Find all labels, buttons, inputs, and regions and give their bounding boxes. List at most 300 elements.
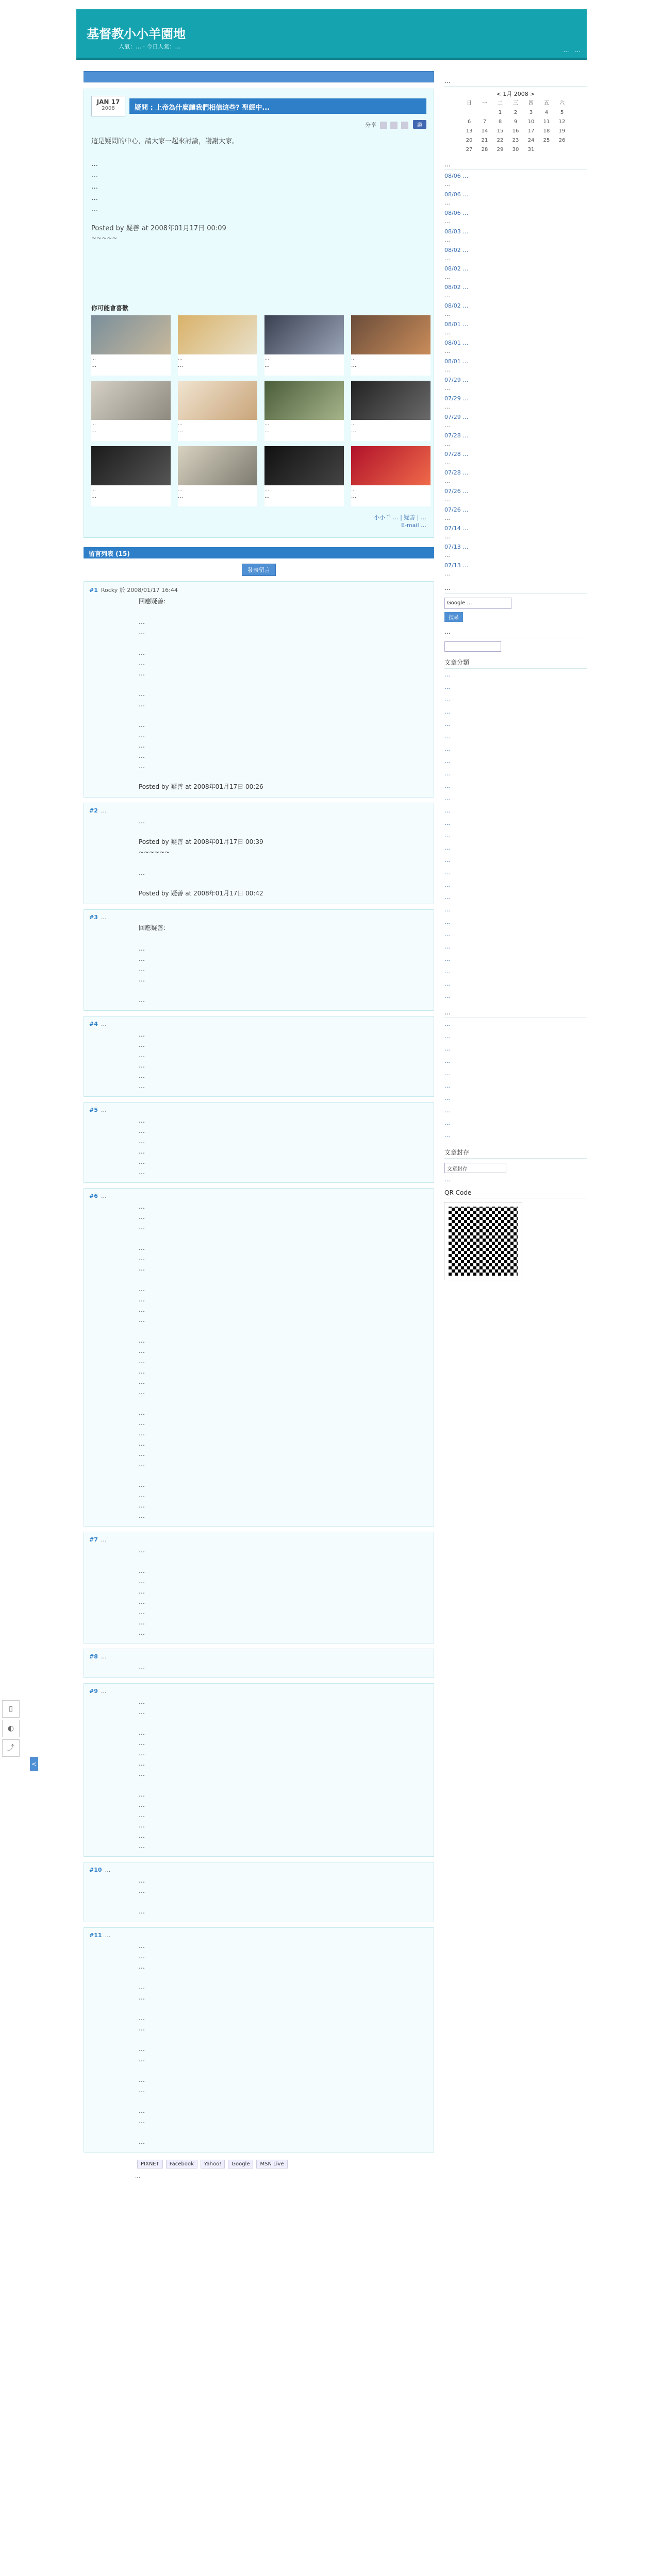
related-thumbnail[interactable] bbox=[264, 315, 344, 354]
related-caption[interactable]: … bbox=[264, 363, 270, 368]
recent-sub[interactable]: … bbox=[444, 218, 450, 225]
category-item[interactable]: … bbox=[444, 968, 450, 975]
related-thumbnail[interactable] bbox=[351, 315, 431, 354]
recent-item[interactable] bbox=[444, 506, 587, 522]
calendar-weekday: 一 bbox=[482, 100, 487, 106]
recent-sub[interactable]: … bbox=[444, 570, 450, 577]
site-description: 人氣：… · 今日人氣：… bbox=[119, 43, 181, 50]
calendar-day[interactable]: 10 bbox=[527, 119, 535, 125]
category-item[interactable]: … bbox=[444, 708, 450, 715]
comment-number: #1 bbox=[89, 587, 98, 594]
comment-line: … bbox=[139, 1750, 145, 1757]
recent-sub[interactable]: … bbox=[444, 329, 450, 336]
calendar-day[interactable]: 30 bbox=[512, 147, 519, 152]
calendar-day[interactable] bbox=[539, 145, 554, 155]
recent-sub[interactable]: … bbox=[444, 236, 450, 243]
calendar-day[interactable]: 13 bbox=[466, 128, 473, 134]
calendar-day[interactable]: 8 bbox=[498, 119, 502, 125]
recent-item[interactable] bbox=[444, 283, 587, 300]
category-item[interactable]: … bbox=[444, 795, 450, 802]
comment-line: … bbox=[139, 1244, 145, 1251]
comment-line: … bbox=[139, 1994, 145, 2001]
date-badge bbox=[91, 96, 125, 116]
recent-sub[interactable]: … bbox=[444, 181, 450, 188]
category-item[interactable]: … bbox=[444, 684, 450, 690]
site-header bbox=[76, 9, 587, 60]
comment-line: … bbox=[139, 1041, 145, 1048]
category-item[interactable]: … bbox=[444, 919, 450, 925]
comment-line: Posted by 疑善 at 2008年01月17日 00:26 bbox=[139, 783, 263, 790]
calendar-day[interactable]: 24 bbox=[527, 138, 535, 143]
recent-sub[interactable]: … bbox=[444, 311, 450, 317]
calendar-day[interactable]: 31 bbox=[527, 147, 535, 152]
link-item[interactable]: … bbox=[444, 1132, 450, 1139]
link-item[interactable]: … bbox=[444, 1058, 450, 1064]
comment-line: … bbox=[139, 721, 145, 728]
archive-select[interactable]: 文章封存 bbox=[444, 1163, 506, 1173]
calendar-day[interactable]: 17 bbox=[527, 128, 535, 134]
recent-sub[interactable]: … bbox=[444, 274, 450, 280]
comment-line bbox=[139, 2003, 428, 2013]
related-card[interactable] bbox=[91, 381, 171, 441]
related-card[interactable] bbox=[264, 381, 344, 441]
comment-line: … bbox=[139, 869, 145, 876]
calendar-day[interactable]: 21 bbox=[481, 138, 488, 143]
related-caption[interactable]: … bbox=[351, 428, 356, 434]
comment-line bbox=[139, 1717, 428, 1727]
comment-header bbox=[89, 914, 428, 921]
share-bar bbox=[137, 2160, 434, 2168]
recent-item[interactable] bbox=[444, 469, 587, 485]
like-button[interactable]: 讚 bbox=[413, 120, 426, 129]
share-icon[interactable]: ⤴ bbox=[2, 1739, 20, 1757]
share-facebook-icon[interactable] bbox=[401, 122, 408, 129]
search-input[interactable]: Google … bbox=[444, 598, 511, 609]
recent-item[interactable] bbox=[444, 191, 587, 207]
recent-sub[interactable]: … bbox=[444, 533, 450, 540]
related-caption[interactable]: … bbox=[264, 494, 270, 499]
calendar-day[interactable]: 15 bbox=[496, 128, 504, 134]
recent-item[interactable] bbox=[444, 358, 587, 374]
share-label: 分享 bbox=[365, 122, 376, 128]
calendar-day[interactable]: 29 bbox=[496, 147, 504, 152]
recent-sub[interactable]: … bbox=[444, 459, 450, 466]
comment-line: 回應疑善: bbox=[139, 598, 166, 605]
search-button[interactable]: 搜尋 bbox=[444, 612, 463, 622]
recent-item[interactable] bbox=[444, 320, 587, 337]
top-bar bbox=[84, 71, 434, 82]
calendar-day[interactable]: 16 bbox=[512, 128, 519, 134]
share-service-button[interactable]: Yahoo! bbox=[201, 2160, 225, 2168]
comment-line bbox=[139, 1469, 428, 1480]
comment-line: … bbox=[139, 1306, 145, 1313]
related-card[interactable] bbox=[178, 381, 257, 441]
calendar-weekday: 日 bbox=[467, 100, 472, 106]
calendar-day[interactable]: 9 bbox=[514, 119, 518, 125]
link-item[interactable]: … bbox=[444, 1120, 450, 1126]
comment-line: … bbox=[139, 1052, 145, 1059]
comment-item bbox=[84, 1532, 434, 1643]
recent-item[interactable] bbox=[444, 562, 587, 578]
recent-sub[interactable]: … bbox=[444, 255, 450, 262]
post-title[interactable]: 疑問 : 上帝為什麼讓我們相信這些? 聖經中... bbox=[129, 98, 426, 114]
calendar-weekday: 二 bbox=[498, 100, 503, 106]
comment-author: Rocky 於 2008/01/17 16:44 bbox=[101, 587, 178, 594]
comment-line: … bbox=[139, 1887, 145, 1894]
comment-line: … bbox=[139, 1158, 145, 1165]
related-thumbnail[interactable] bbox=[178, 315, 257, 354]
calendar-day[interactable]: 2 bbox=[514, 110, 518, 115]
category-item[interactable]: … bbox=[444, 770, 450, 777]
related-thumbnail[interactable] bbox=[351, 381, 431, 420]
recent-date: 07/29 … bbox=[444, 377, 469, 383]
related-card[interactable] bbox=[351, 315, 431, 376]
post-divider: ~~~~~ bbox=[91, 234, 118, 242]
related-thumbnail[interactable] bbox=[91, 446, 171, 485]
related-caption[interactable]: … bbox=[178, 428, 183, 434]
category-item[interactable]: … bbox=[444, 832, 450, 839]
comment-line: … bbox=[139, 1963, 145, 1970]
comment-line: … bbox=[139, 1388, 145, 1396]
related-card[interactable] bbox=[351, 381, 431, 441]
comment-line: … bbox=[139, 1419, 145, 1427]
comment-line: … bbox=[139, 1358, 145, 1365]
post-footer-email[interactable]: E-mail … bbox=[401, 522, 426, 529]
category-item[interactable]: … bbox=[444, 869, 450, 876]
recent-item[interactable] bbox=[444, 265, 587, 281]
recent-item[interactable] bbox=[444, 395, 587, 411]
calendar-day[interactable]: 22 bbox=[496, 138, 504, 143]
header-link[interactable]: … bbox=[575, 47, 581, 54]
header-link[interactable]: … bbox=[563, 47, 569, 54]
link-item[interactable]: … bbox=[444, 1095, 450, 1101]
comment-header bbox=[89, 586, 428, 594]
comment-line bbox=[139, 985, 428, 995]
share-service-button[interactable]: Facebook bbox=[166, 2160, 197, 2168]
comment-number: #2 bbox=[89, 807, 98, 814]
comment-line: … bbox=[139, 659, 145, 667]
comment-author: … bbox=[101, 1021, 107, 1027]
comment-line: … bbox=[139, 1117, 145, 1124]
related-meta: … bbox=[351, 356, 356, 361]
category-item[interactable]: … bbox=[444, 696, 450, 703]
comment-line: … bbox=[139, 1082, 145, 1090]
category-item[interactable]: … bbox=[444, 844, 450, 851]
calendar-day[interactable]: 23 bbox=[512, 138, 519, 143]
category-item[interactable]: … bbox=[444, 894, 450, 901]
link-item[interactable]: … bbox=[444, 1107, 450, 1114]
calendar-day[interactable]: 5 bbox=[560, 110, 564, 115]
share-service-button[interactable]: PIXNET bbox=[137, 2160, 163, 2168]
recent-item[interactable] bbox=[444, 413, 587, 430]
comments-header: 留言列表 (15) bbox=[84, 547, 434, 558]
category-item[interactable]: … bbox=[444, 931, 450, 938]
related-caption[interactable]: … bbox=[351, 363, 356, 368]
share-row bbox=[91, 120, 426, 129]
category-list bbox=[444, 669, 587, 1003]
recent-sub[interactable]: … bbox=[444, 366, 450, 373]
related-meta: … bbox=[264, 421, 269, 427]
lock-icon[interactable]: ◐ bbox=[2, 1720, 20, 1737]
comment-line: … bbox=[139, 1512, 145, 1519]
category-item[interactable]: … bbox=[444, 820, 450, 826]
recent-sub[interactable]: … bbox=[444, 292, 450, 299]
recent-item[interactable] bbox=[444, 524, 587, 541]
related-card[interactable] bbox=[91, 446, 171, 506]
calendar-weekday: 三 bbox=[513, 100, 518, 106]
related-thumbnail[interactable] bbox=[178, 446, 257, 485]
related-thumbnail[interactable] bbox=[178, 381, 257, 420]
recent-item[interactable] bbox=[444, 209, 587, 226]
recent-sub[interactable]: … bbox=[444, 515, 450, 521]
link-item[interactable]: … bbox=[444, 1021, 450, 1027]
calendar-day[interactable]: 25 bbox=[543, 138, 550, 143]
recent-item[interactable] bbox=[444, 246, 587, 263]
calendar-day[interactable]: 14 bbox=[481, 128, 488, 134]
comment-line: … bbox=[139, 1502, 145, 1509]
comment-line bbox=[139, 1325, 428, 1335]
category-item[interactable]: … bbox=[444, 745, 450, 752]
comment-line: … bbox=[139, 2076, 145, 2083]
comment-line bbox=[139, 2126, 428, 2137]
recent-sub[interactable]: … bbox=[444, 496, 450, 503]
comment-line bbox=[139, 709, 428, 720]
related-card[interactable] bbox=[178, 315, 257, 376]
phone-icon[interactable]: ▯ bbox=[2, 1700, 20, 1718]
comment-line: … bbox=[139, 1547, 145, 1554]
comment-item bbox=[84, 581, 434, 798]
comment-line: … bbox=[139, 2045, 145, 2053]
recent-sub[interactable]: … bbox=[444, 478, 450, 484]
related-card[interactable] bbox=[264, 315, 344, 376]
comment-line: … bbox=[139, 732, 145, 739]
calendar-day[interactable]: 26 bbox=[558, 138, 566, 143]
related-card[interactable] bbox=[264, 446, 344, 506]
recent-item[interactable] bbox=[444, 376, 587, 393]
calendar-day[interactable] bbox=[461, 108, 477, 117]
recent-item[interactable] bbox=[444, 339, 587, 355]
calendar-day[interactable]: 20 bbox=[466, 138, 473, 143]
subscribe-input[interactable] bbox=[444, 641, 501, 652]
comment-line: 回應疑善: bbox=[139, 924, 166, 931]
recent-sub[interactable]: … bbox=[444, 422, 450, 429]
comment-author: … bbox=[101, 1688, 107, 1694]
calendar-day[interactable] bbox=[554, 145, 570, 155]
comment-header bbox=[89, 1107, 428, 1113]
comment-item bbox=[84, 1188, 434, 1527]
calendar-day[interactable]: 6 bbox=[467, 119, 471, 125]
recent-item[interactable] bbox=[444, 302, 587, 318]
link-item[interactable]: … bbox=[444, 1070, 450, 1077]
related-card[interactable] bbox=[351, 446, 431, 506]
recent-sub[interactable]: … bbox=[444, 385, 450, 392]
post-paragraph: 這是疑問的中心，請大家一起來討論，謝謝大家。 bbox=[91, 138, 239, 145]
comment-line: … bbox=[139, 1791, 145, 1798]
comment-author: … bbox=[105, 1932, 111, 1939]
comment-line: … bbox=[139, 1877, 145, 1884]
share-plurk-icon[interactable] bbox=[380, 122, 387, 129]
share-service-button[interactable]: Google bbox=[228, 2160, 253, 2168]
calendar-day[interactable]: 12 bbox=[558, 119, 566, 125]
calendar-header[interactable]: < 1月 2008 > bbox=[496, 91, 535, 97]
comment-line: … bbox=[139, 690, 145, 698]
category-item[interactable]: … bbox=[444, 671, 450, 678]
comment-item bbox=[84, 1016, 434, 1097]
comment-line: … bbox=[139, 1285, 145, 1293]
category-item[interactable]: … bbox=[444, 721, 450, 727]
recent-sub[interactable]: … bbox=[444, 348, 450, 354]
comment-line bbox=[139, 637, 428, 648]
related-caption[interactable]: … bbox=[91, 428, 96, 434]
calendar-day[interactable]: 3 bbox=[529, 110, 533, 115]
calendar-day[interactable] bbox=[477, 108, 492, 117]
calendar-day[interactable]: 27 bbox=[466, 147, 473, 152]
category-item[interactable]: … bbox=[444, 882, 450, 888]
calendar-day[interactable]: 18 bbox=[543, 128, 550, 134]
post-paragraph: … bbox=[91, 160, 98, 168]
related-caption[interactable]: … bbox=[178, 494, 183, 499]
comment-line: … bbox=[139, 1908, 145, 1915]
comment-author: … bbox=[101, 1193, 107, 1199]
link-item[interactable]: … bbox=[444, 1045, 450, 1052]
related-meta: … bbox=[91, 487, 96, 492]
comment-line: ~~~~~~ bbox=[139, 849, 170, 856]
site-title[interactable]: 基督教小小羊園地 bbox=[87, 27, 186, 41]
related-caption[interactable]: … bbox=[351, 494, 356, 499]
recent-sub[interactable]: … bbox=[444, 403, 450, 410]
related-caption[interactable]: … bbox=[264, 428, 270, 434]
related-caption[interactable]: … bbox=[91, 494, 96, 499]
float-widget bbox=[2, 1700, 23, 1759]
related-meta: … bbox=[351, 487, 356, 492]
share-service-button[interactable]: MSN Live bbox=[256, 2160, 287, 2168]
related-card[interactable] bbox=[178, 446, 257, 506]
related-caption[interactable]: … bbox=[91, 363, 96, 368]
categories-title: 文章分類 bbox=[444, 658, 587, 669]
related-thumbnail[interactable] bbox=[351, 446, 431, 485]
comment-line bbox=[139, 1274, 428, 1284]
category-item[interactable]: … bbox=[444, 758, 450, 765]
comment-line: … bbox=[139, 1608, 145, 1616]
recent-date: 08/01 … bbox=[444, 358, 469, 365]
post-year: 2008 bbox=[102, 106, 115, 111]
recent-item[interactable] bbox=[444, 450, 587, 467]
comment-line bbox=[139, 1779, 428, 1789]
related-thumbnail[interactable] bbox=[264, 446, 344, 485]
comment-line: … bbox=[139, 752, 145, 759]
related-meta: … bbox=[264, 487, 269, 492]
comment-line: … bbox=[139, 670, 145, 677]
leave-comment-button[interactable]: 發表留言 bbox=[242, 564, 276, 576]
comment-body bbox=[139, 596, 428, 792]
comment-number: #7 bbox=[89, 1536, 98, 1543]
related-thumbnail[interactable] bbox=[91, 315, 171, 354]
post-body bbox=[91, 136, 426, 215]
recent-item[interactable] bbox=[444, 172, 587, 189]
comment-list bbox=[84, 581, 434, 2153]
category-item[interactable]: … bbox=[444, 980, 450, 987]
calendar-day[interactable]: 4 bbox=[544, 110, 549, 115]
category-item[interactable]: … bbox=[444, 956, 450, 962]
recent-sub[interactable]: … bbox=[444, 199, 450, 206]
recent-item[interactable] bbox=[444, 432, 587, 448]
related-heading: 你可能會喜歡 bbox=[91, 304, 129, 312]
post-header bbox=[91, 95, 426, 117]
calendar-day[interactable]: 28 bbox=[481, 147, 488, 152]
comment-line: … bbox=[139, 1316, 145, 1324]
category-item[interactable]: … bbox=[444, 783, 450, 789]
comment-line: … bbox=[139, 1255, 145, 1262]
category-item[interactable]: … bbox=[444, 807, 450, 814]
comment-body bbox=[139, 1662, 428, 1672]
related-card[interactable] bbox=[91, 315, 171, 376]
category-item[interactable]: … bbox=[444, 993, 450, 999]
recent-item[interactable] bbox=[444, 228, 587, 244]
posted-by: Posted by 疑善 at 2008年01月17日 00:09 bbox=[91, 225, 226, 232]
post-footer-links[interactable]: 小小羊 … | 疑善 | … bbox=[374, 514, 426, 521]
comment-body bbox=[139, 1115, 428, 1177]
recent-sub[interactable]: … bbox=[444, 440, 450, 447]
category-item[interactable]: … bbox=[444, 733, 450, 740]
recent-date: 08/01 … bbox=[444, 340, 469, 346]
category-item[interactable]: … bbox=[444, 943, 450, 950]
link-item[interactable]: … bbox=[444, 1033, 450, 1040]
recent-date: 07/29 … bbox=[444, 395, 469, 402]
recent-date: 07/26 … bbox=[444, 506, 469, 513]
comment-line: … bbox=[139, 1598, 145, 1605]
related-caption[interactable]: … bbox=[178, 363, 183, 368]
comment-header bbox=[89, 1021, 428, 1027]
comment-item bbox=[84, 1649, 434, 1678]
comment-line: … bbox=[139, 1619, 145, 1626]
calendar-day[interactable]: 11 bbox=[543, 119, 550, 125]
comment-line: … bbox=[139, 1224, 145, 1231]
recent-item[interactable] bbox=[444, 543, 587, 560]
comment-line: … bbox=[139, 1148, 145, 1155]
comment-item bbox=[84, 1683, 434, 1857]
related-meta: … bbox=[178, 356, 183, 361]
comment-number: #6 bbox=[89, 1193, 98, 1199]
category-item[interactable]: … bbox=[444, 906, 450, 913]
recent-date: 08/01 … bbox=[444, 321, 469, 328]
float-toggle-button[interactable]: < bbox=[30, 1757, 38, 1771]
related-thumbnail[interactable] bbox=[91, 381, 171, 420]
comment-line: … bbox=[139, 1031, 145, 1038]
input-title: … bbox=[444, 628, 587, 637]
comment-line: … bbox=[139, 649, 145, 656]
calendar-day[interactable]: 1 bbox=[498, 110, 502, 115]
related-thumbnail[interactable] bbox=[264, 381, 344, 420]
category-item[interactable]: … bbox=[444, 857, 450, 863]
related-meta: … bbox=[178, 421, 183, 427]
archive-link[interactable]: … bbox=[444, 1176, 450, 1183]
share-twitter-icon[interactable] bbox=[390, 122, 398, 129]
link-item[interactable]: … bbox=[444, 1082, 450, 1089]
recent-item[interactable] bbox=[444, 487, 587, 504]
recent-sub[interactable]: … bbox=[444, 552, 450, 558]
calendar-day[interactable]: 7 bbox=[483, 119, 487, 125]
calendar-day[interactable]: 19 bbox=[558, 128, 566, 134]
comment-line bbox=[139, 606, 428, 617]
comment-header bbox=[89, 1867, 428, 1873]
comment-author: … bbox=[105, 1867, 111, 1873]
calendar-weekday: 五 bbox=[544, 100, 549, 106]
comment-line bbox=[139, 2033, 428, 2044]
comment-line: … bbox=[139, 1347, 145, 1354]
comment-header bbox=[89, 807, 428, 814]
comment-header bbox=[89, 1932, 428, 1939]
recent-date: 07/14 … bbox=[444, 525, 469, 532]
